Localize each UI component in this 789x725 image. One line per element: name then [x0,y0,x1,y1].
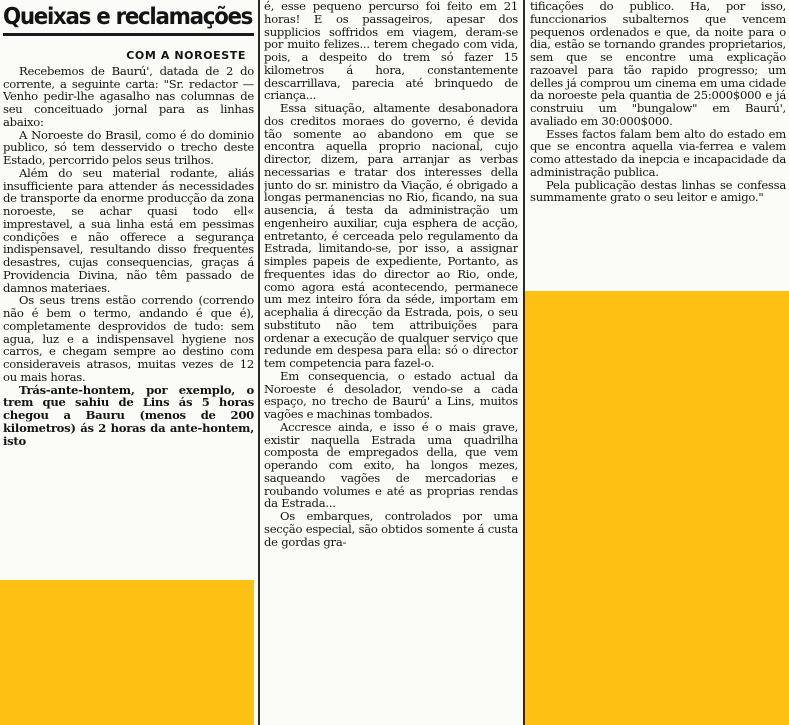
column-middle [264,0,518,725]
title-underline [3,33,254,36]
column-divider [258,0,260,725]
paragraph: Os embarques, controlados por uma secção especial, são obtidos somente á custa de gordas gra- [264,509,518,549]
paragraph: Accresce ainda, e isso é o mais grave, existir naquella Estrada uma quadrilha composta de empregados della, que vem operando com exito, ha longos mezes, saqueando vagões de mercadorias e roubando volumes e até as proprias rendas da Estrada... [264,419,518,511]
paragraph-bold: Trás-ante-hontem, por exemplo, o trem que sahiu de Lins ás 5 horas chegou a Bauru (menos de 200 kilometros) ás 2 horas da ante-hontem, isto [3,382,254,448]
paragraph: tificações do publico. Ha, por isso, funccionarios subalternos que vencem pequenos ordenados e que, da noite para o dia, estão se tornando grandes proprietarios, sem que se encontre uma explicação razoavel para tão rapido progresso; um delles já comprou um cinema em uma cidade da noroeste pela quantia de 25:000$000 e já construiu um "bungalow" em Baurú', avaliado em 30:000$000. [530,0,786,128]
paragraph: Esses factos falam bem alto do estado em que se encontra aquella via-ferrea e valem como attestado da inepcia e incapacidade da administração publica. [530,126,786,179]
paragraph: Os seus trens estão correndo (correndo não é bem o termo, andando é que é), completamente desprovidos de tudo: sem agua, luz e a indispensavel hygiene nos carros, e chegam sempre ao destino com consideraveis atrasos, muitas vezes de 12 ou mais horas. [3,293,254,384]
article-title: Queixas e reclamações [3,4,253,30]
paragraph: Recebemos de Baurú', datada de 2 do corrente, a seguinte carta: "Sr. redactor — Venho pedir-lhe agasalho nas columnas de seu conceituado jornal para as linhas abaixo: [3,63,254,129]
paragraph: Além do seu material rodante, aliás insufficiente para attender ás necessidades de transporte da enorme producção da zona noroeste, se achar quasi todo ell« imprestavel, a sua linha está em pessimas condições e não offerece a segurança indispensavel, resultando disso frequentes desastres, cujas consequencias, graças á Providencia Divina, não têm passado de damnos materiaes. [3,165,254,295]
paragraph: Essa situação, altamente desabonadora dos creditos moraes do governo, é devida tão somente ao abandono em que se encontra aquella proprio nacional, cujo director, dizem, para arranjar as verbas necessarias e tratar dos interesses della junto do sr. ministro da Viação, é obrigado a longas permanencias no Rio, ficando, na sua ausencia, á testa da administração um engenheiro auxiliar, cuja esphera de acção, entretanto, é cerceada pelo regulamento da Estrada, limitando-se, por isso, a assignar simples papeis de expediente, Portanto, as frequentes idas do director ao Rio, onde, como agora está acontecendo, permanece um mez inteiro fóra da séde, importam em acephalia á direcção da Estrada, pois, o seu substituto não tem attribuições para ordenar a execução de qualquer serviço que redunde em despesa para ella: só o director tem competencia para fazel-o. [264,101,518,370]
article-subhead: COM A NOROESTE [126,49,246,62]
paragraph: Em consequencia, o estado actual da Noroeste é desolador, vendo-se a cada espaço, no trecho de Baurú' a Lins, muitos vagões e machinas tombados. [264,368,518,421]
paragraph: Pela publicação destas linhas se confessa summamente grato o seu leitor e amigo." [530,177,786,205]
redaction-patch [0,580,254,725]
redaction-patch [525,291,789,725]
paragraph: A Noroeste do Brasil, como é do dominio publico, só tem desservido o trecho deste Estado, percorrido pelos seus trilhos. [3,127,254,167]
paragraph: é, esse pequeno percurso foi feito em 21 horas! E os passageiros, apesar dos supplicios soffridos em viagem, deram-se por muito felizes... terem chegado com vida, pois, a despeito do trem só fazer 15 kilometros á hora, constantemente descarrillava, parecia até brinquedo de criança... [264,0,518,103]
